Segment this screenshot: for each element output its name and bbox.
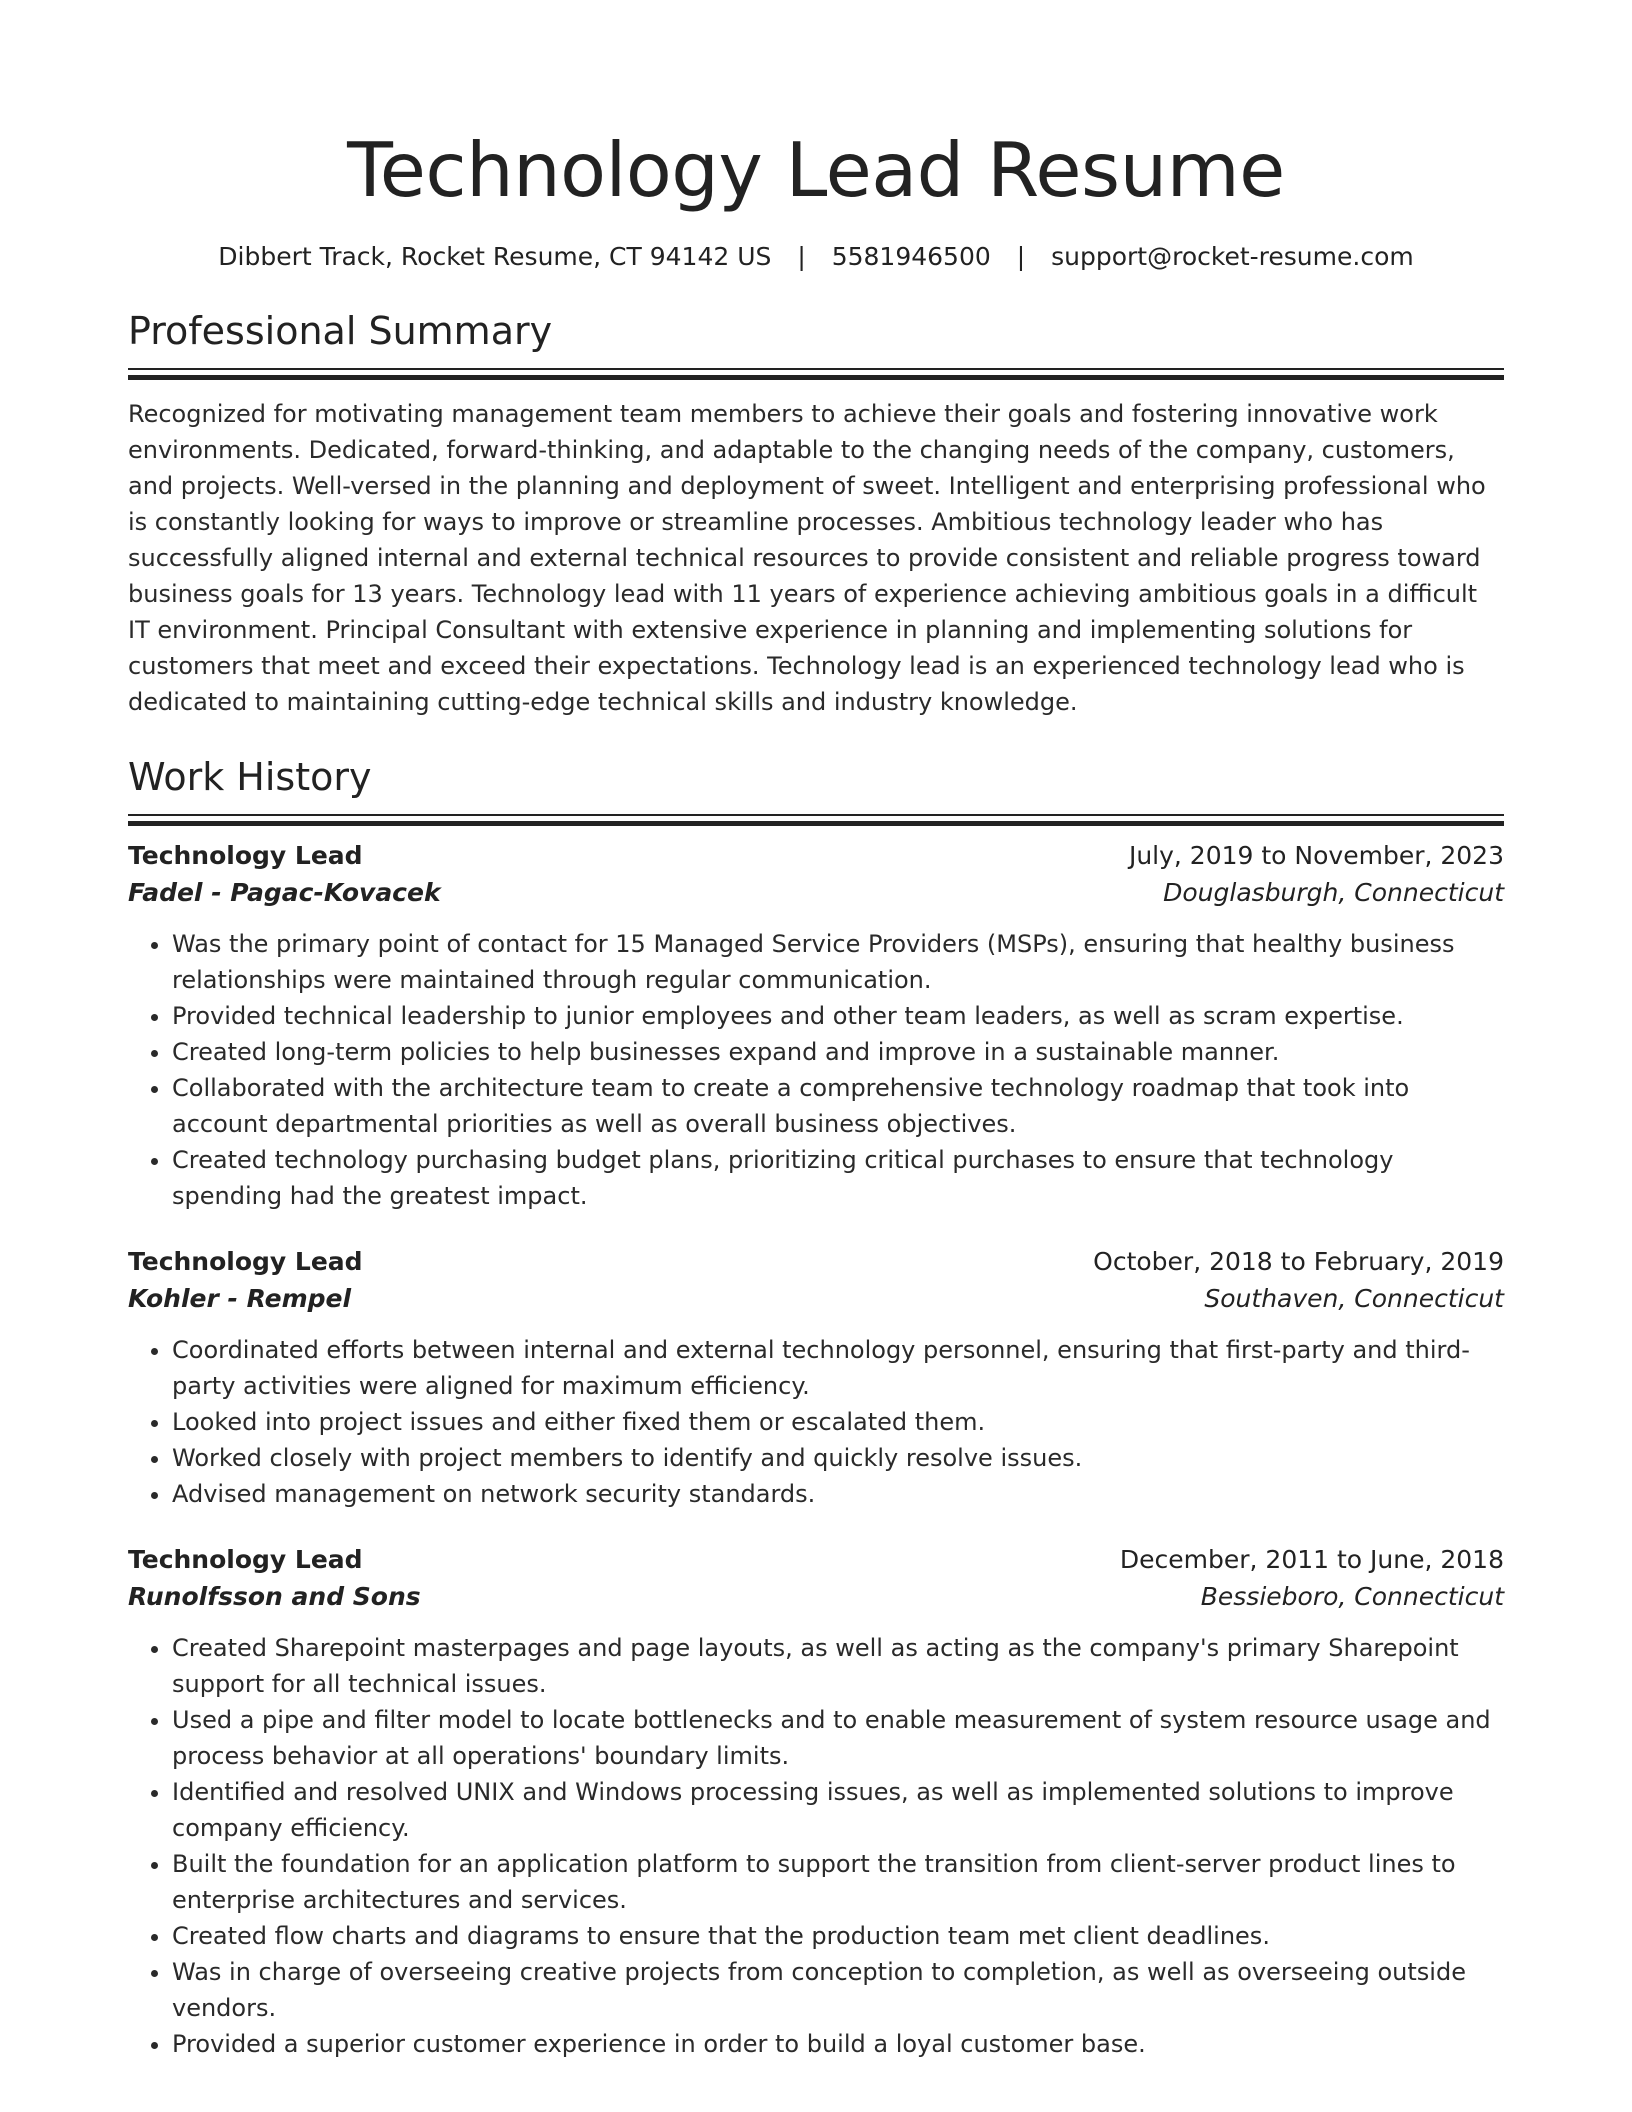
- job-bullet-list: [128, 1332, 1504, 1512]
- job-bullet: • Used a pipe and filter model to locate bottlenecks and to enable measurement of system resource usage and process behavior at all operations' boundary limits.: [172, 1702, 1504, 1774]
- job-bullet: • Created flow charts and diagrams to ensure that the production team met client deadlines.: [172, 1918, 1504, 1954]
- section-heading-work-history: Work History: [128, 755, 372, 799]
- job-bullet: • Was in charge of overseeing creative projects from conception to completion, as well as overseeing outside vendors.: [172, 1954, 1504, 2026]
- job-location: Douglasburgh, Connecticut: [1163, 878, 1504, 907]
- job-header-row: [128, 838, 1504, 874]
- resume-page: [128, 118, 1504, 2062]
- job-bullet: • Worked closely with project members to identify and quickly resolve issues.: [172, 1440, 1504, 1476]
- contact-email: support@rocket-resume.com: [1051, 242, 1414, 271]
- job-bullet: • Built the foundation for an application platform to support the transition from client-server product lines to enterprise architectures and services.: [172, 1846, 1504, 1918]
- job-header-row: [128, 1244, 1504, 1280]
- contact-line: [128, 240, 1504, 274]
- job-company: Runolfsson and Sons: [128, 1582, 421, 1611]
- job-bullet: • Advised management on network security standards.: [172, 1476, 1504, 1512]
- job-bullet: • Identified and resolved UNIX and Windows processing issues, as well as implemented solutions to improve company efficiency.: [172, 1774, 1504, 1846]
- job-bullet: • Created long-term policies to help businesses expand and improve in a sustainable manner.: [172, 1034, 1504, 1070]
- contact-phone: 5581946500: [831, 242, 991, 271]
- job-subheader-row: [128, 874, 1504, 912]
- section-divider: [128, 368, 1504, 370]
- job-bullet: • Collaborated with the architecture team to create a comprehensive technology roadmap that took into account departmental priorities as well as overall business objectives.: [172, 1070, 1504, 1142]
- job-bullet: • Created Sharepoint masterpages and page layouts, as well as acting as the company's primary Sharepoint support for all technical issues.: [172, 1630, 1504, 1702]
- contact-address: Dibbert Track, Rocket Resume, CT 94142 US: [218, 242, 772, 271]
- job-header-row: [128, 1542, 1504, 1578]
- job-entry: [128, 1244, 1504, 1512]
- document-title: Technology Lead Resume: [347, 126, 1285, 214]
- job-subheader-row: [128, 1280, 1504, 1318]
- job-bullet: • Provided a superior customer experience in order to build a loyal customer base.: [172, 2026, 1504, 2062]
- job-bullet-list: [128, 926, 1504, 1214]
- job-dates: July, 2019 to November, 2023: [1128, 841, 1504, 870]
- job-entry: [128, 838, 1504, 1214]
- job-dates: October, 2018 to February, 2019: [1093, 1247, 1504, 1276]
- job-bullet: • Provided technical leadership to junior employees and other team leaders, as well as scram expertise.: [172, 998, 1504, 1034]
- job-location: Southaven, Connecticut: [1204, 1284, 1504, 1313]
- summary-text: Recognized for motivating management team members to achieve their goals and fostering innovative work environments. Dedicated, forward-thinking, and adaptable to the changing needs of the company, customers, and projects. Well-versed in the planning and deployment of sweet. Intelligent and enterprising professional who is constantly looking for ways to improve or streamline processes. Ambitious technology leader who has successfully aligned internal and external technical resources to provide consistent and reliable progress toward business goals for 13 years. Technology lead with 11 years of experience achieving ambitious goals in a difficult IT environment. Principal Consultant with extensive experience in planning and implementing solutions for customers that meet and exceed their expectations. Technology lead is an experienced technology lead who is dedicated to maintaining cutting-edge technical skills and industry knowledge.: [128, 400, 1486, 716]
- job-bullet: • Coordinated efforts between internal and external technology personnel, ensuring that first-party and third-party activities were aligned for maximum efficiency.: [172, 1332, 1504, 1404]
- job-bullet: • Created technology purchasing budget plans, prioritizing critical purchases to ensure that technology spending had the greatest impact.: [172, 1142, 1504, 1214]
- job-title: Technology Lead: [128, 1247, 363, 1276]
- job-bullet-list: [128, 1630, 1504, 2062]
- contact-separator: |: [1016, 242, 1026, 271]
- job-bullet: • Was the primary point of contact for 15 Managed Service Providers (MSPs), ensuring that healthy business relationships were maintained through regular communication.: [172, 926, 1504, 998]
- job-bullet: • Looked into project issues and either fixed them or escalated them.: [172, 1404, 1504, 1440]
- job-company: Fadel - Pagac-Kovacek: [128, 878, 441, 907]
- job-subheader-row: [128, 1578, 1504, 1616]
- job-title: Technology Lead: [128, 841, 363, 870]
- job-entry: [128, 1542, 1504, 2062]
- contact-separator: |: [797, 242, 806, 271]
- job-location: Bessieboro, Connecticut: [1200, 1582, 1504, 1611]
- section-divider: [128, 814, 1504, 816]
- job-title: Technology Lead: [128, 1545, 363, 1574]
- section-heading-summary: Professional Summary: [128, 309, 553, 353]
- job-company: Kohler - Rempel: [128, 1284, 352, 1313]
- job-dates: December, 2011 to June, 2018: [1119, 1545, 1504, 1574]
